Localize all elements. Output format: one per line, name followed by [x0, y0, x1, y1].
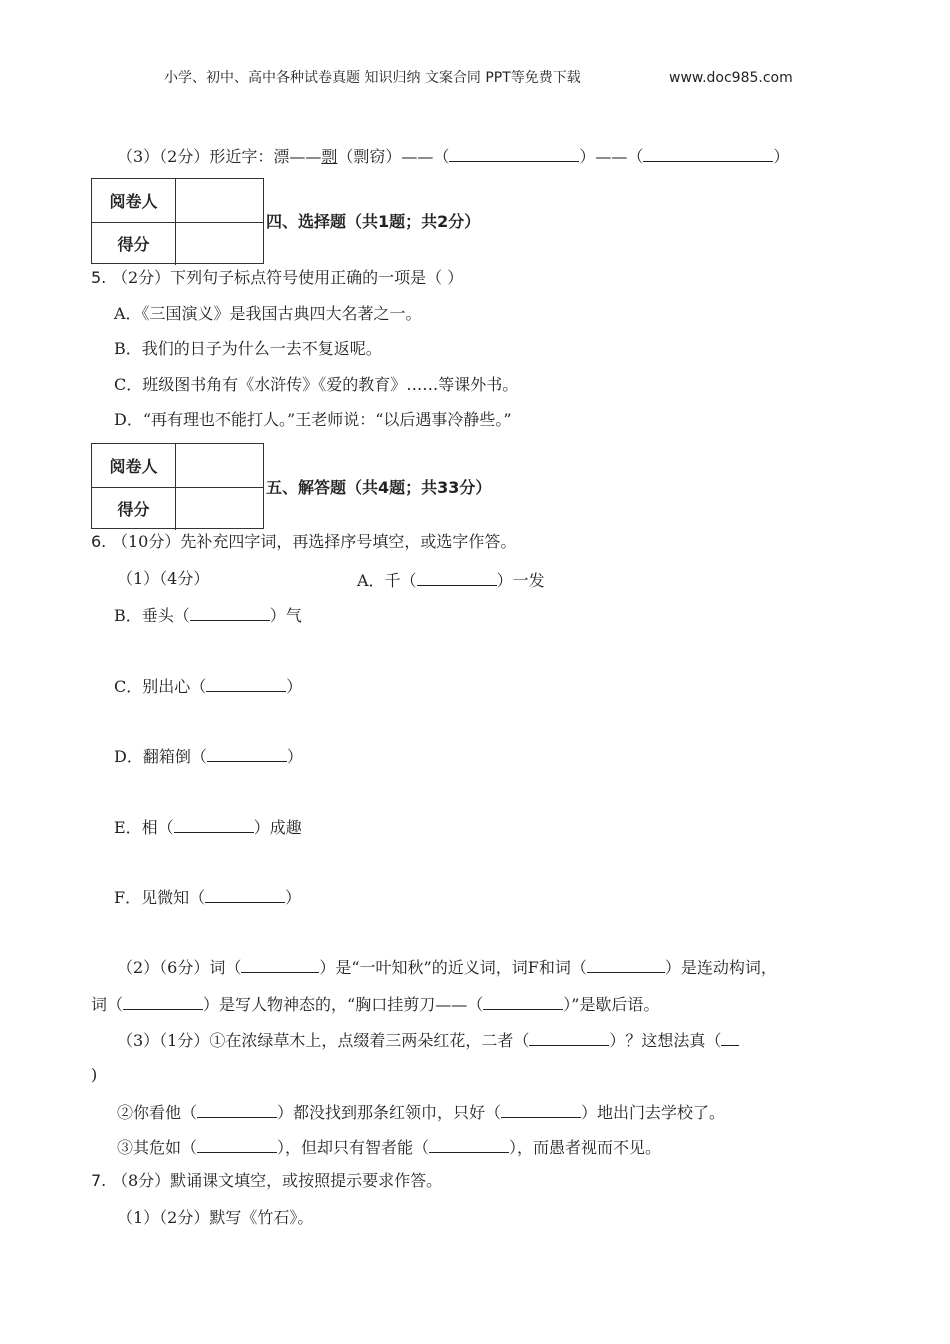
q6-1-label: （1）（4分） [117, 569, 210, 588]
header-text: 小学、初中、高中各种试卷真题 知识归纳 文案合同 PPT等免费下载 [164, 70, 581, 86]
grader-box [91, 178, 264, 264]
answer-blank[interactable] [483, 995, 563, 1010]
reviewer-label: 阅卷人 [92, 179, 176, 222]
answer-blank[interactable] [529, 1031, 609, 1046]
score-label: 得分 [92, 222, 176, 265]
q6-3-line3: ③其危如（ ），但却只有智者能（ ），而愚者视而不见。 [117, 1138, 662, 1157]
q7-stem: （8分）默诵课文填空，或按照提示要求作答。 [112, 1171, 443, 1190]
q6-number: 6. [91, 532, 107, 551]
answer-blank[interactable] [206, 677, 286, 692]
q6-option-b: B．垂头（ ）气 [114, 606, 302, 625]
answer-blank[interactable] [501, 1103, 581, 1118]
q4-3-mid: （剽窃）——（ [337, 147, 450, 166]
answer-blank[interactable] [721, 1031, 739, 1046]
q6-3-line2: ②你看他（ ）都没找到那条红领巾，只好（ ）地出门去学校了。 [117, 1103, 726, 1122]
q6-stem: （10分）先补充四字词，再选择序号填空，或选字作答。 [112, 532, 517, 551]
answer-blank[interactable] [643, 147, 773, 162]
answer-blank[interactable] [429, 1138, 509, 1153]
answer-blank[interactable] [587, 958, 665, 973]
q5-option-d[interactable]: D．“再有理也不能打人。”王老师说：“以后遇事冷静些。” [114, 410, 512, 429]
grader-box [91, 443, 264, 529]
q4-3-underlined-char: 剽 [321, 147, 338, 166]
q6-option-d: D．翻箱倒（ ） [114, 747, 303, 766]
answer-blank[interactable] [123, 995, 203, 1010]
q6-3-wrap: ) [91, 1065, 98, 1084]
q6-option-f: F．见微知（ ） [114, 888, 302, 907]
answer-blank[interactable] [449, 147, 579, 162]
answer-blank[interactable] [241, 958, 319, 973]
q7-number: 7. [91, 1171, 107, 1190]
answer-blank[interactable] [197, 1138, 277, 1153]
q5-option-a[interactable]: A．《三国演义》是我国古典四大名著之一。 [114, 304, 422, 323]
q6-option-c: C．别出心（ ） [114, 677, 303, 696]
q7-1-label: （1）（2分）默写《竹石》。 [117, 1208, 314, 1227]
section-5-title: 五、解答题（共4题；共33分） [266, 478, 492, 497]
reviewer-label: 阅卷人 [92, 444, 176, 487]
q5-option-b[interactable]: B．我们的日子为什么一去不复返呢。 [114, 339, 382, 358]
q6-3-line1: （3）（1分）①在浓绿草木上，点缀着三两朵红花，二者（ ）？这想法真（ [117, 1031, 739, 1049]
answer-blank[interactable] [417, 571, 497, 586]
q6-option-a: A．千（ ）一发 [357, 571, 545, 590]
q4-3-line [117, 147, 789, 165]
q4-3-end: ） [773, 147, 790, 166]
q5-option-c[interactable]: C．班级图书角有《水浒传》《爱的教育》……等课外书。 [114, 375, 519, 394]
q5-stem: （2分）下列句子标点符号使用正确的一项是（ ） [112, 268, 464, 287]
answer-blank[interactable] [190, 606, 270, 621]
header-url[interactable]: www.doc985.com [669, 70, 793, 86]
q4-3-prefix: （3）（2分）形近字：漂—— [117, 147, 322, 166]
q6-2-line1: （2）（6分）词（ ）是“一叶知秋”的近义词，词F和词（ ）是连动构词， [117, 958, 777, 977]
answer-blank[interactable] [197, 1103, 277, 1118]
q6-2-line2: 词（ ）是写人物神态的，“胸口挂剪刀——（ ）”是歇后语。 [91, 995, 660, 1014]
q5-number: 5. [91, 268, 107, 287]
answer-blank[interactable] [174, 818, 254, 833]
section-4-title: 四、选择题（共1题；共2分） [266, 212, 481, 231]
answer-blank[interactable] [205, 888, 285, 903]
score-label: 得分 [92, 487, 176, 530]
answer-blank[interactable] [207, 747, 287, 762]
q6-option-e: E．相（ ）成趣 [114, 818, 302, 837]
q4-3-sep: ）——（ [579, 147, 644, 166]
